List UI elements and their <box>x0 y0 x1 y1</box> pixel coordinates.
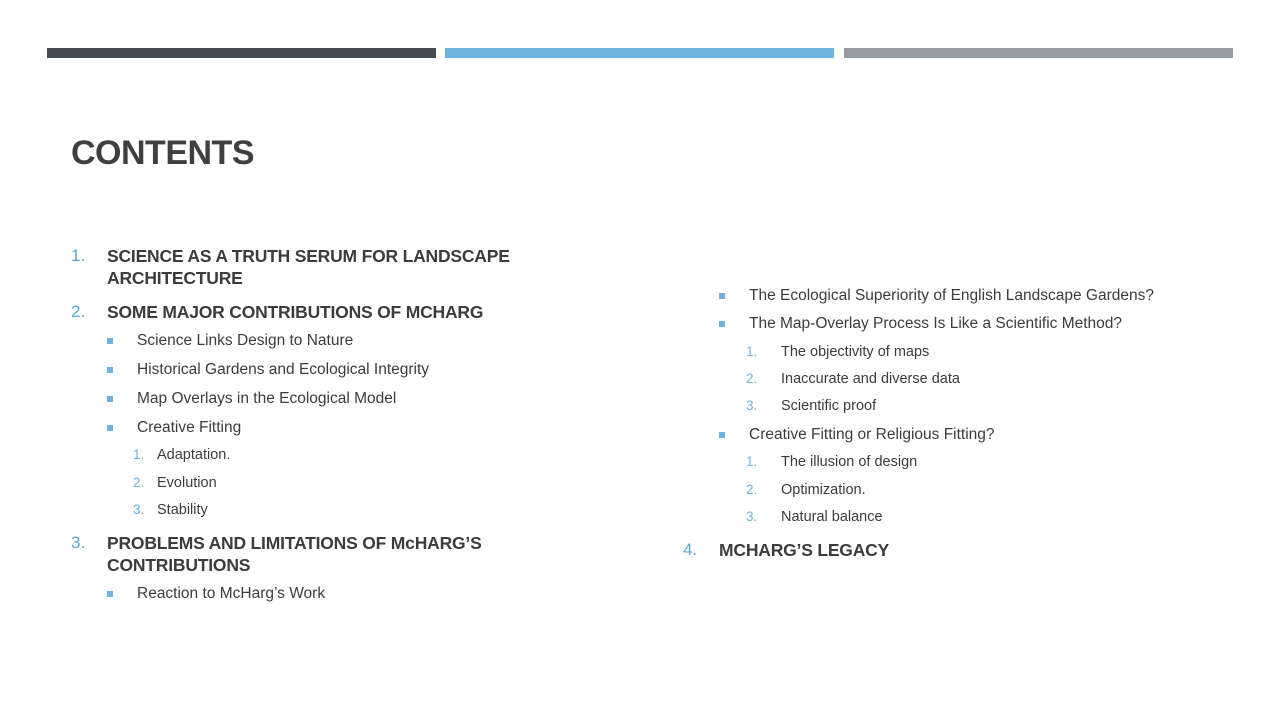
sub-item-number: 3. <box>133 502 145 517</box>
sub-item-number: 1. <box>133 447 145 462</box>
section-number: 1. <box>71 246 86 265</box>
sub-item: The illusion of design <box>781 454 918 470</box>
bullet-icon <box>719 293 725 299</box>
sub-item-number: 3. <box>746 509 758 524</box>
bullet-icon <box>107 425 113 431</box>
bullet-icon <box>107 367 113 373</box>
bullet-icon <box>107 591 113 597</box>
sub-item-number: 2. <box>746 371 758 386</box>
sub-item-number: 1. <box>746 454 758 469</box>
section-number: 2. <box>71 302 86 321</box>
list-item: Map Overlays in the Ecological Model <box>137 390 397 407</box>
sub-item: Scientific proof <box>781 398 877 414</box>
list-item: The Ecological Superiority of English Landscape Gardens? <box>749 287 1154 304</box>
section-heading: SOME MAJOR CONTRIBUTIONS OF MCHARG <box>107 302 484 322</box>
list-item: Creative Fitting <box>137 419 242 436</box>
section-heading: MCHARG’S LEGACY <box>719 540 890 560</box>
section-heading: PROBLEMS AND LIMITATIONS OF McHARG’S CONTRIBUTIONS <box>107 533 482 575</box>
bullet-icon <box>719 432 725 438</box>
sub-item-number: 2. <box>133 475 145 490</box>
bullet-icon <box>107 396 113 402</box>
list-item: Historical Gardens and Ecological Integrity <box>137 361 430 378</box>
section-number: 3. <box>71 533 86 552</box>
list-item: Science Links Design to Nature <box>137 332 354 349</box>
decor-bar-dark <box>47 48 436 58</box>
section-number: 4. <box>683 540 698 559</box>
sub-item: The objectivity of maps <box>781 344 930 360</box>
sub-item-number: 2. <box>746 482 758 497</box>
decor-bar-gray <box>844 48 1233 58</box>
sub-item: Natural balance <box>781 509 883 525</box>
sub-item: Stability <box>157 502 208 518</box>
sub-item: Evolution <box>157 475 217 491</box>
sub-item: Adaptation. <box>157 447 231 463</box>
slide-title: CONTENTS <box>71 134 254 172</box>
sub-item-number: 3. <box>746 398 758 413</box>
sub-item: Optimization. <box>781 482 866 498</box>
list-item: Reaction to McHarg’s Work <box>137 585 326 602</box>
section-heading: SCIENCE AS A TRUTH SERUM FOR LANDSCAPE ARCHITECTURE <box>107 246 510 288</box>
bullet-icon <box>719 321 725 327</box>
decor-bar-blue <box>445 48 834 58</box>
bullet-icon <box>107 338 113 344</box>
sub-item-number: 1. <box>746 344 758 359</box>
sub-item: Inaccurate and diverse data <box>781 371 960 387</box>
list-item: Creative Fitting or Religious Fitting? <box>749 426 995 443</box>
list-item: The Map-Overlay Process Is Like a Scientific Method? <box>749 315 1123 332</box>
